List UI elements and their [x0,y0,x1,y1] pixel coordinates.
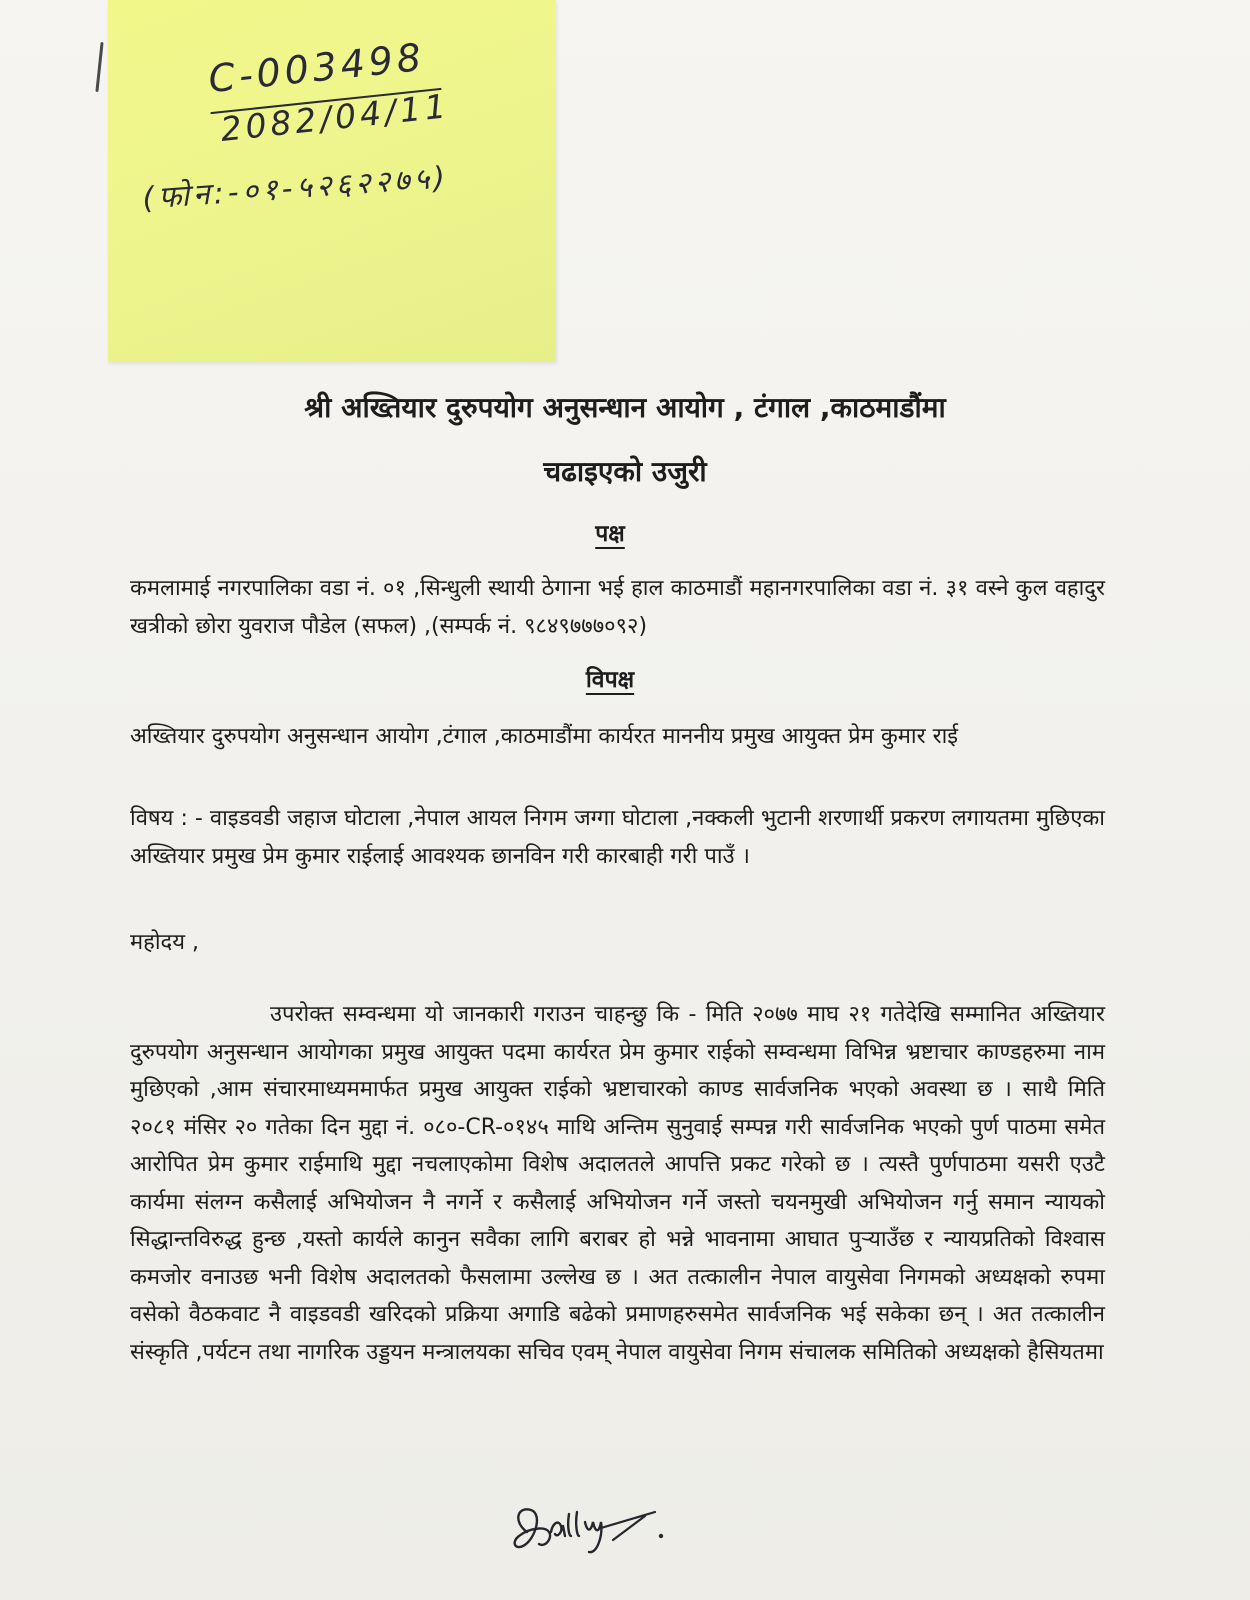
phone-note: (फोन:-०१-५२६२२७५) [141,160,451,217]
registration-date: 2082/04/11 [218,86,452,149]
opponent-paragraph: अख्तियार दुरुपयोग अनुसन्धान आयोग ,टंगाल ,काठमाडौंमा कार्यरत माननीय प्रमुख आयुक्त प्रेम कुमार राई [130,724,959,749]
addressee-heading: श्री अख्तियार दुरुपयोग अनुसन्धान आयोग , टंगाल ,काठमाडौंमा [304,391,946,424]
opponent-label-text: विपक्ष [585,667,635,693]
registration-number: C-003498 [206,34,428,102]
party-label-text: पक्ष [595,521,625,547]
subject-paragraph: विषय : - वाइडवडी जहाज घोटाला ,नेपाल आयल निगम जग्गा घोटाला ,नक्कली भुटानी शरणार्थी प्रकरण लगायतमा मुछिएका अख्तियार प्रमुख प्रेम कुमार राईलाई आवश्यक छानविन गरी कारबाही गरी पाउँ । [130,806,1105,869]
sticky-note [108,0,556,362]
margin-pen-mark [95,42,103,92]
party-label [0,516,1235,548]
document-title: चढाइएको उजुरी [543,455,707,488]
opponent-label [0,662,1235,694]
body-paragraph: उपरोक्त सम्वन्धमा यो जानकारी गराउन चाहन्छु कि - मिति २०७७ माघ २१ गतेदेखि सम्मानित अख्तियार दुरुपयोग अनुसन्धान आयोगका प्रमुख आयुक्त पदमा कार्यरत प्रेम कुमार राईको सम्वन्धमा विभिन्न भ्रष्टाचार काण्डहरुमा नाम मुछिएको ,आम संचारमाध्यममार्फत प्रमुख आयुक्त राईको भ्रष्टाचारको काण्ड सार्वजनिक भएको अवस्था छ । साथै मिति २०८१ मंसिर २० गतेका दिन मुद्दा नं. ०८०-CR-०१४५ माथि अन्तिम सुनुवाई सम्पन्न गरी सार्वजनिक भएको पुर्ण पाठमा समेत आरोपित प्रेम कुमार राईमाथि मुद्दा नचलाएकोमा विशेष अदालतले आपत्ति प्रकट गरेको छ । त्यस्तै पुर्णपाठमा यसरी एउटै कार्यमा संलग्न कसैलाई अभियोजन नै नगर्ने र कसैलाई अभियोजन गर्ने जस्तो चयनमुखी अभियोजन गर्नु समान न्यायको सिद्धान्तविरुद्ध हुन्छ ,यस्तो कार्यले कानुन सवैका लागि बराबर हो भन्ने भावनामा आघात पुर्‍याउँछ र न्यायप्रतिको विश्वास कमजोर वनाउछ भनी विशेष अदालतको फैसलामा उल्लेख छ । अत तत्कालीन नेपाल वायुसेवा निगमको अध्यक्षको रुपमा वसेको वैठकवाट नै वाइडवडी खरिदको प्रक्रिया अगाडि बढेको प्रमाणहरुसमेत सार्वजनिक भई सकेका छन् । अत तत्कालीन संस्कृति ,पर्यटन तथा नागरिक उड्डयन मन्त्रालयका सचिव एवम् नेपाल वायुसेवा निगम संचालक समितिको अध्यक्षको हैसियतमा [130,1002,1105,1365]
salutation: महोदय , [130,930,199,955]
signature-image [505,1492,675,1562]
party-paragraph: कमलामाई नगरपालिका वडा नं. ०१ ,सिन्धुली स्थायी ठेगाना भई हाल काठमाडौं महानगरपालिका वडा नं. ३१ वस्ने कुल वहादुर खत्रीको छोरा युवराज पौडेल (सफल) ,(सम्पर्क नं. ९८४९७७७०९२) [130,576,1105,639]
